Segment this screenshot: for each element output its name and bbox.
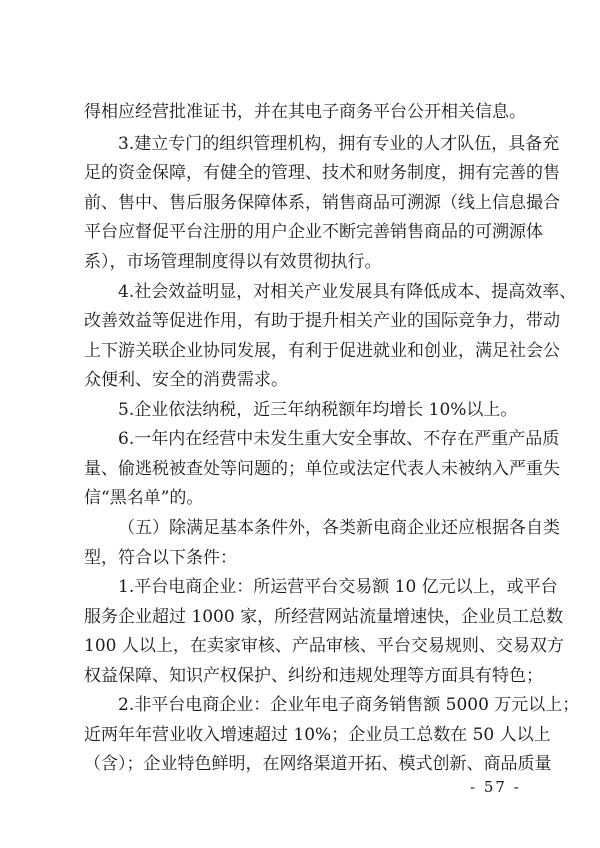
text-line: 权益保障、知识产权保护、纠纷和违规处理等方面具有特色； bbox=[84, 666, 543, 686]
text-line: 型，符合以下条件： bbox=[84, 548, 237, 568]
text-line: （五）除满足基本条件外，各类新电商企业还应根据各自类 bbox=[118, 518, 560, 538]
page-number: - 57 - bbox=[470, 778, 521, 796]
text-line: 服务企业超过 1000 家，所经营网站流量增速快，企业员工总数 bbox=[84, 607, 564, 627]
text-line: 100 人以上，在卖家审核、产品审核、平台交易规则、交易双方 bbox=[84, 636, 564, 656]
text-line: 6.一年内在经营中未发生重大安全事故、不存在严重产品质 bbox=[118, 429, 560, 449]
text-line: 平台应督促平台注册的用户企业不断完善销售商品的可溯源体 bbox=[84, 222, 543, 242]
text-line: 5.企业依法纳税，近三年纳税额年均增长 10%以上。 bbox=[118, 400, 518, 420]
text-line: 4.社会效益明显，对相关产业发展具有降低成本、提高效率、 bbox=[118, 282, 577, 302]
text-line: 信“黑名单”的。 bbox=[84, 488, 204, 508]
text-line: 1.平台电商企业：所运营平台交易额 10 亿元以上，或平台 bbox=[118, 577, 558, 597]
text-line: 近两年年营业收入增速超过 10%；企业员工总数在 50 人以上 bbox=[84, 725, 551, 745]
text-line: 系），市场管理制度得以有效贯彻执行。 bbox=[84, 252, 382, 272]
text-line: 得相应经营批准证书，并在其电子商务平台公开相关信息。 bbox=[84, 102, 526, 122]
text-line: 2.非平台电商企业：企业年电子商务销售额 5000 万元以上； bbox=[118, 695, 580, 715]
text-line: 足的资金保障，有健全的管理、技术和财务制度，拥有完善的售 bbox=[84, 163, 560, 183]
text-line: 量、偷逃税被查处等问题的；单位或法定代表人未被纳入严重失 bbox=[84, 459, 560, 479]
text-line: 前、售中、售后服务保障体系，销售商品可溯源（线上信息撮合 bbox=[84, 193, 560, 213]
text-line: 3.建立专门的组织管理机构，拥有专业的人才队伍，具备充 bbox=[118, 134, 560, 154]
text-line: 众便利、安全的消费需求。 bbox=[84, 370, 288, 390]
text-line: 改善效益等促进作用，有助于提升相关产业的国际竞争力，带动 bbox=[84, 311, 560, 331]
text-line: （含）；企业特色鲜明，在网络渠道开拓、模式创新、商品质量 bbox=[84, 754, 552, 774]
text-line: 上下游关联企业协同发展，有利于促进就业和创业，满足社会公 bbox=[84, 341, 560, 361]
